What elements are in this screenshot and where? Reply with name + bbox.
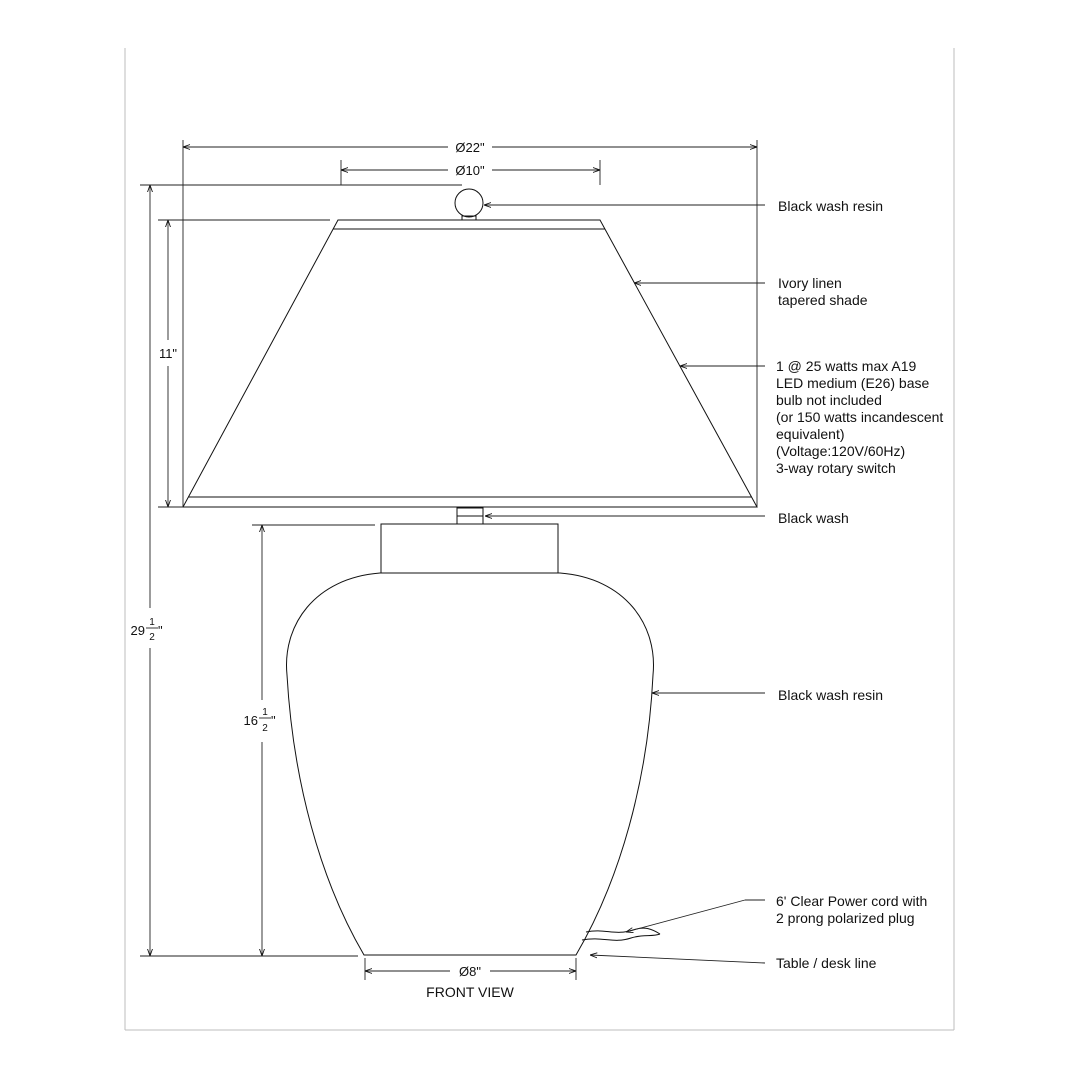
callout-neck bbox=[778, 510, 849, 526]
callout-table-line: Table / desk line bbox=[776, 955, 877, 971]
callout-finial-line: Black wash resin bbox=[778, 198, 884, 214]
callout-cord-line-2: 2 prong polarized plug bbox=[776, 910, 915, 926]
callout-shade bbox=[778, 275, 868, 308]
callout-bulb-line-7: 3-way rotary switch bbox=[776, 460, 896, 476]
dimension-lines bbox=[140, 140, 757, 980]
drawing-frame bbox=[125, 48, 954, 1030]
finial-ball bbox=[455, 189, 483, 220]
dim-base-height-num: 1 bbox=[262, 707, 268, 718]
callout-table bbox=[776, 955, 877, 971]
view-label: FRONT VIEW bbox=[426, 984, 514, 1000]
dim-overall-height-unit: " bbox=[158, 623, 163, 638]
callout-bulb-line-1: 1 @ 25 watts max A19 bbox=[776, 358, 917, 374]
dim-shade-top: Ø10" bbox=[455, 163, 485, 178]
callout-bulb-line-6: (Voltage:120V/60Hz) bbox=[776, 443, 906, 459]
callout-cord bbox=[776, 893, 931, 926]
dim-overall-height-whole: 29 bbox=[130, 623, 145, 638]
dim-shade-height: 11" bbox=[158, 346, 178, 361]
callout-shade-line-2: tapered shade bbox=[778, 292, 868, 308]
callout-finial bbox=[778, 198, 883, 214]
dim-overall-height-num: 1 bbox=[149, 617, 155, 628]
lamp-body bbox=[287, 573, 654, 955]
callout-bulb-line-2: LED medium (E26) base bbox=[776, 375, 930, 391]
leader-lines bbox=[484, 205, 765, 963]
dim-base-height-whole: 16 bbox=[243, 713, 258, 728]
callout-bulb-line-5: equivalent) bbox=[776, 426, 845, 442]
callout-cord-line-1: 6' Clear Power cord with bbox=[776, 893, 928, 909]
callout-body bbox=[778, 687, 883, 703]
dim-base-height-unit: " bbox=[271, 713, 276, 728]
callout-bulb-line-4: (or 150 watts incandescent bbox=[776, 409, 944, 425]
callout-body-line: Black wash resin bbox=[778, 687, 884, 703]
callout-bulb bbox=[776, 358, 947, 476]
dim-base-width: Ø8" bbox=[459, 964, 481, 979]
dim-base-height-den: 2 bbox=[262, 723, 268, 734]
power-cord bbox=[582, 928, 660, 940]
callout-neck-line: Black wash bbox=[778, 510, 849, 526]
base-collar bbox=[381, 524, 558, 573]
dim-overall-width: Ø22" bbox=[455, 140, 485, 155]
dim-base-height bbox=[244, 707, 276, 734]
dim-overall-height-den: 2 bbox=[149, 632, 155, 643]
callout-shade-line-1: Ivory linen bbox=[778, 275, 842, 291]
lamp-shade bbox=[183, 220, 757, 507]
lamp-outline bbox=[183, 189, 757, 955]
callout-bulb-line-3: bulb not included bbox=[776, 392, 882, 408]
neck-fitting bbox=[457, 508, 483, 524]
dim-overall-height bbox=[131, 617, 163, 643]
